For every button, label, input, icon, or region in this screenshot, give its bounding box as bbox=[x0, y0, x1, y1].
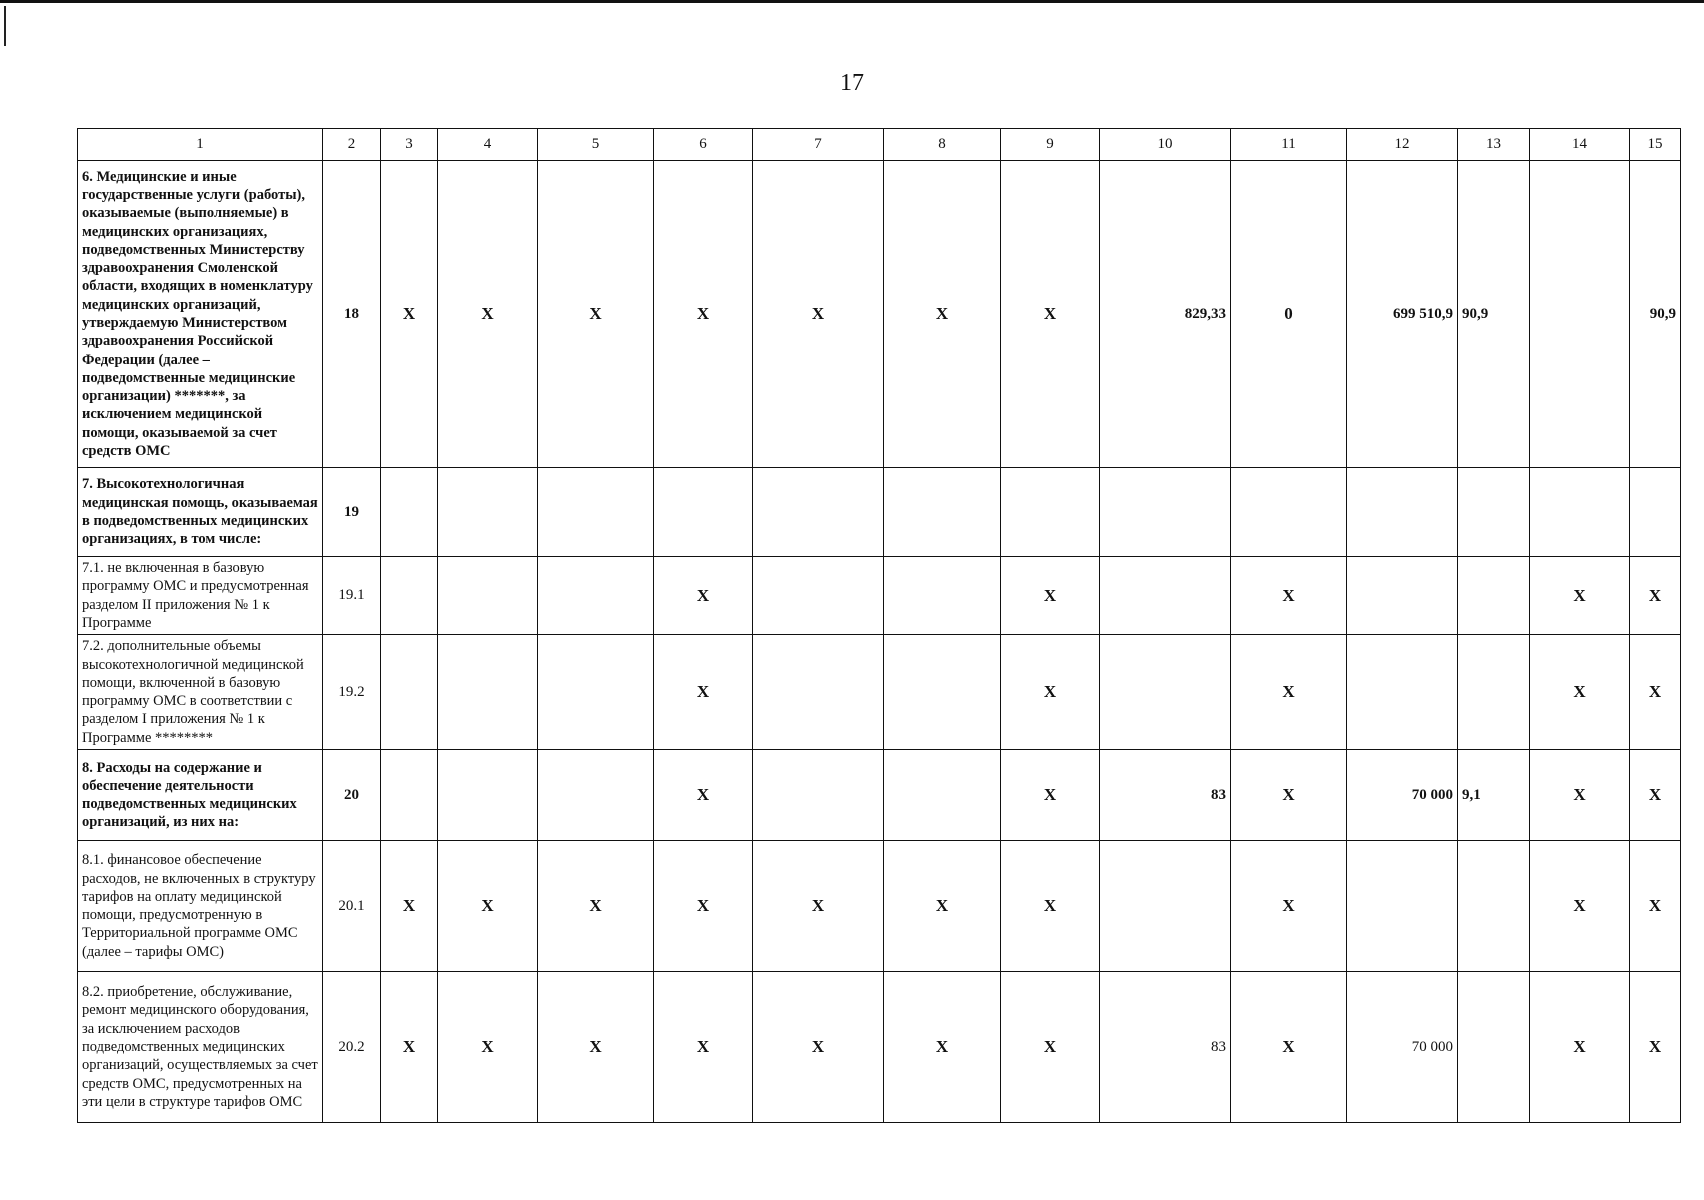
table-row bbox=[78, 635, 1681, 750]
table-cell bbox=[753, 750, 884, 841]
column-header-13: 13 bbox=[1458, 129, 1530, 161]
table-cell bbox=[381, 635, 438, 750]
table-cell bbox=[381, 750, 438, 841]
table-cell: X bbox=[1001, 841, 1100, 972]
column-header-11: 11 bbox=[1231, 129, 1347, 161]
table-cell bbox=[884, 468, 1001, 557]
table-cell bbox=[438, 750, 538, 841]
column-header-4: 4 bbox=[438, 129, 538, 161]
table-cell bbox=[538, 557, 654, 635]
table-cell: X bbox=[1530, 635, 1630, 750]
column-header-12: 12 bbox=[1347, 129, 1458, 161]
column-header-6: 6 bbox=[654, 129, 753, 161]
table-cell: X bbox=[438, 161, 538, 468]
table-cell: X bbox=[753, 161, 884, 468]
page-number: 17 bbox=[840, 70, 864, 96]
table-cell: 699 510,9 bbox=[1347, 161, 1458, 468]
table-cell: X bbox=[654, 972, 753, 1123]
table-cell bbox=[381, 468, 438, 557]
table-cell bbox=[884, 635, 1001, 750]
table-cell: X bbox=[654, 750, 753, 841]
table-cell: X bbox=[1001, 750, 1100, 841]
table-cell bbox=[1458, 557, 1530, 635]
table-cell: X bbox=[753, 972, 884, 1123]
table-cell: X bbox=[1530, 972, 1630, 1123]
column-header-15: 15 bbox=[1630, 129, 1681, 161]
table-cell bbox=[1100, 635, 1231, 750]
left-margin-mark bbox=[4, 6, 6, 46]
table-cell bbox=[753, 468, 884, 557]
table-cell: X bbox=[884, 972, 1001, 1123]
column-header-7: 7 bbox=[753, 129, 884, 161]
table-cell bbox=[1100, 841, 1231, 972]
row-description: 8. Расходы на содержание и обеспечение деятельности подведомственных медицинских организаций, из них на: bbox=[78, 750, 323, 841]
table-cell: X bbox=[381, 972, 438, 1123]
table-cell: X bbox=[1231, 841, 1347, 972]
table-cell: 829,33 bbox=[1100, 161, 1231, 468]
row-description: 7.2. дополнительные объемы высокотехнологичной медицинской помощи, включенной в базовую программу ОМС в соответствии с разделом I приложения № 1 к Программе ******** bbox=[78, 635, 323, 750]
table-cell: 0 bbox=[1231, 161, 1347, 468]
column-header-8: 8 bbox=[884, 129, 1001, 161]
table-row bbox=[78, 557, 1681, 635]
table-cell: X bbox=[538, 841, 654, 972]
row-code: 20 bbox=[323, 750, 381, 841]
table-cell: 90,9 bbox=[1630, 161, 1681, 468]
table-cell: 83 bbox=[1100, 972, 1231, 1123]
top-border-line bbox=[0, 0, 1704, 3]
row-description: 8.1. финансовое обеспечение расходов, не включенных в структуру тарифов на оплату медицинской помощи, предусмотренную в Территориальной программе ОМС (далее – тарифы ОМС) bbox=[78, 841, 323, 972]
row-code: 19.2 bbox=[323, 635, 381, 750]
table-cell bbox=[438, 468, 538, 557]
column-header-14: 14 bbox=[1530, 129, 1630, 161]
table-cell bbox=[753, 635, 884, 750]
row-code: 19.1 bbox=[323, 557, 381, 635]
table-cell: X bbox=[753, 841, 884, 972]
table-cell: X bbox=[1530, 750, 1630, 841]
table-cell bbox=[438, 635, 538, 750]
table-cell: X bbox=[381, 161, 438, 468]
table-cell: 90,9 bbox=[1458, 161, 1530, 468]
row-description: 8.2. приобретение, обслуживание, ремонт медицинского оборудования, за исключением расходов подведомственных медицинских организаций, осуществляемых за счет средств ОМС, предусмотренных на эти цели в структуре тарифов ОМС bbox=[78, 972, 323, 1123]
table-cell bbox=[753, 557, 884, 635]
table-cell: X bbox=[1001, 635, 1100, 750]
table-cell: X bbox=[654, 841, 753, 972]
table-cell: 70 000 bbox=[1347, 972, 1458, 1123]
table-cell: X bbox=[654, 557, 753, 635]
table-cell: X bbox=[1001, 557, 1100, 635]
table-cell bbox=[1231, 468, 1347, 557]
table-cell: X bbox=[1530, 841, 1630, 972]
column-header-3: 3 bbox=[381, 129, 438, 161]
table-cell bbox=[1630, 468, 1681, 557]
column-header-5: 5 bbox=[538, 129, 654, 161]
table-cell: X bbox=[381, 841, 438, 972]
table-cell bbox=[1347, 557, 1458, 635]
column-header-10: 10 bbox=[1100, 129, 1231, 161]
table-cell bbox=[538, 468, 654, 557]
row-code: 20.1 bbox=[323, 841, 381, 972]
table-cell: X bbox=[1630, 750, 1681, 841]
table-cell: X bbox=[1231, 750, 1347, 841]
table-cell: X bbox=[884, 841, 1001, 972]
table-cell: X bbox=[1630, 972, 1681, 1123]
table-cell bbox=[1458, 468, 1530, 557]
table-cell bbox=[438, 557, 538, 635]
table-cell bbox=[1530, 468, 1630, 557]
row-description: 7.1. не включенная в базовую программу ОМС и предусмотренная разделом II приложения № 1 к Программе bbox=[78, 557, 323, 635]
table-cell bbox=[538, 750, 654, 841]
table-cell: 83 bbox=[1100, 750, 1231, 841]
table-cell: X bbox=[654, 635, 753, 750]
table-cell bbox=[884, 557, 1001, 635]
table-cell bbox=[381, 557, 438, 635]
table-cell bbox=[1347, 635, 1458, 750]
table-cell: X bbox=[654, 161, 753, 468]
table-cell bbox=[1100, 468, 1231, 557]
table-cell bbox=[1347, 841, 1458, 972]
table-cell bbox=[1530, 161, 1630, 468]
row-description: 6. Медицинские и иные государственные услуги (работы), оказываемые (выполняемые) в медицинских организациях, подведомственных Министерству здравоохранения Смоленской области, входящих в номенклатуру медицинских организаций, утверждаемую Министерством здравоохранения Российской Федерации (далее – подведомственные медицинские организации) *******, за исключением медицинской помощи, оказываемой за счет средств ОМС bbox=[78, 161, 323, 468]
row-code: 18 bbox=[323, 161, 381, 468]
report-table bbox=[77, 128, 1681, 1123]
table-cell: 70 000 bbox=[1347, 750, 1458, 841]
table-cell: X bbox=[538, 972, 654, 1123]
header-row bbox=[78, 129, 1681, 161]
table-row bbox=[78, 972, 1681, 1123]
table-cell: X bbox=[1001, 161, 1100, 468]
table-cell: X bbox=[438, 841, 538, 972]
table-cell: X bbox=[1630, 841, 1681, 972]
row-code: 19 bbox=[323, 468, 381, 557]
table-cell bbox=[884, 750, 1001, 841]
column-header-9: 9 bbox=[1001, 129, 1100, 161]
table-cell bbox=[538, 635, 654, 750]
column-header-1: 1 bbox=[78, 129, 323, 161]
table-row bbox=[78, 841, 1681, 972]
column-header-2: 2 bbox=[323, 129, 381, 161]
table-cell bbox=[1001, 468, 1100, 557]
table-row bbox=[78, 161, 1681, 468]
row-code: 20.2 bbox=[323, 972, 381, 1123]
table-cell bbox=[1458, 635, 1530, 750]
table-cell bbox=[1458, 972, 1530, 1123]
table-cell bbox=[1347, 468, 1458, 557]
row-description: 7. Высокотехнологичная медицинская помощь, оказываемая в подведомственных медицинских организациях, в том числе: bbox=[78, 468, 323, 557]
table-cell: X bbox=[884, 161, 1001, 468]
table-cell: X bbox=[538, 161, 654, 468]
table-cell: X bbox=[1231, 557, 1347, 635]
table-cell: X bbox=[1630, 557, 1681, 635]
table-row bbox=[78, 468, 1681, 557]
table-cell bbox=[654, 468, 753, 557]
table-row bbox=[78, 750, 1681, 841]
table-cell bbox=[1458, 841, 1530, 972]
table-cell: X bbox=[1630, 635, 1681, 750]
table-cell bbox=[1100, 557, 1231, 635]
table-cell: X bbox=[1530, 557, 1630, 635]
table-cell: X bbox=[1001, 972, 1100, 1123]
table-cell: X bbox=[438, 972, 538, 1123]
table-cell: X bbox=[1231, 972, 1347, 1123]
table-cell: 9,1 bbox=[1458, 750, 1530, 841]
table-cell: X bbox=[1231, 635, 1347, 750]
